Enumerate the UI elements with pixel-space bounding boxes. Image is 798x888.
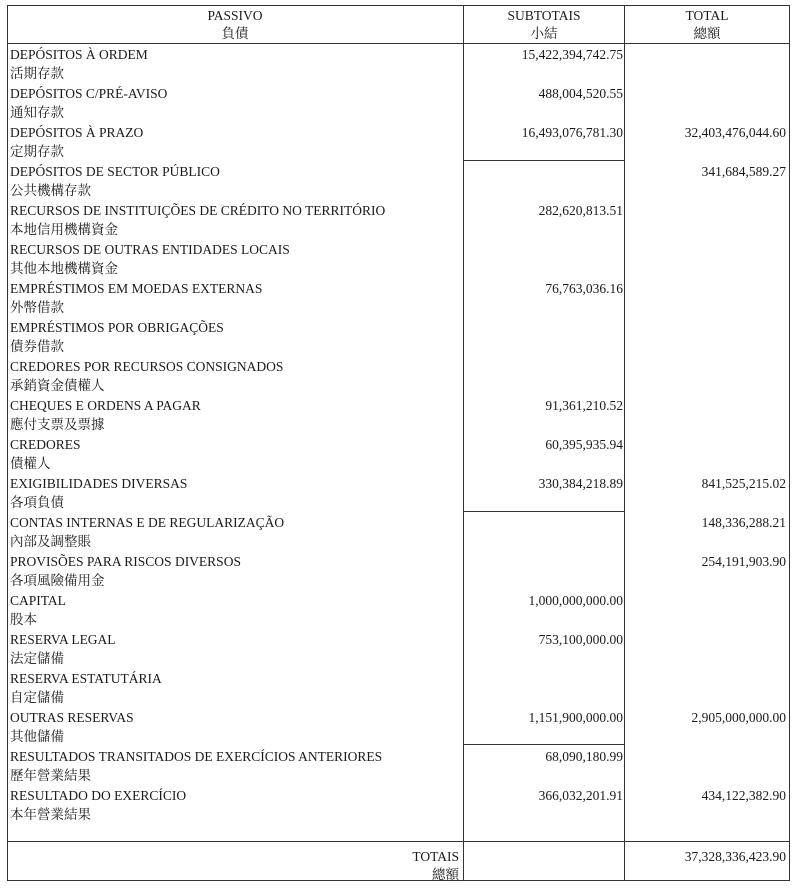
totals-label-pt: TOTAIS: [412, 849, 459, 864]
table-row: [7, 630, 790, 669]
row-total: 341,684,589.27: [701, 164, 786, 179]
table-row: [7, 747, 790, 786]
header-passivo-pt: PASSIVO: [207, 8, 263, 23]
header-total: [625, 7, 789, 43]
row-label-cn: 其他儲備: [10, 729, 64, 744]
row-label-cn: 歷年營業結果: [10, 768, 91, 783]
row-label-pt: CREDORES POR RECURSOS CONSIGNADOS: [10, 359, 284, 374]
row-label-cn: 自定儲備: [10, 690, 64, 705]
row-label-pt: PROVISÕES PARA RISCOS DIVERSOS: [10, 554, 241, 569]
row-label-pt: RECURSOS DE OUTRAS ENTIDADES LOCAIS: [10, 242, 290, 257]
table-row: [7, 513, 790, 552]
table-row: [7, 84, 790, 123]
row-label-cn: 活期存款: [10, 66, 64, 81]
row-subtotal: 488,004,520.55: [538, 86, 623, 101]
row-total: 434,122,382.90: [701, 788, 786, 803]
row-label-cn: 股本: [10, 612, 37, 627]
totals-label-cn: 總額: [432, 867, 459, 882]
row-label-cn: 債券借款: [10, 339, 64, 354]
row-subtotal: 1,151,900,000.00: [528, 710, 623, 725]
row-label-pt: OUTRAS RESERVAS: [10, 710, 134, 725]
row-label-cn: 通知存款: [10, 105, 64, 120]
row-label-pt: RESULTADO DO EXERCÍCIO: [10, 788, 187, 803]
header-passivo-cn: 負債: [221, 26, 249, 41]
header-total-pt: TOTAL: [685, 8, 729, 23]
row-subtotal: 753,100,000.00: [538, 632, 623, 647]
row-label-pt: EMPRÉSTIMOS EM MOEDAS EXTERNAS: [10, 281, 263, 296]
row-subtotal: 330,384,218.89: [538, 476, 623, 491]
row-label-pt: DEPÓSITOS C/PRÉ-AVISO: [10, 86, 168, 101]
row-label-pt: EXIGIBILIDADES DIVERSAS: [10, 476, 188, 491]
row-total: 841,525,215.02: [701, 476, 786, 491]
row-label-pt: DEPÓSITOS DE SECTOR PÚBLICO: [10, 164, 220, 179]
row-total: 32,403,476,044.60: [684, 125, 786, 140]
row-subtotal: 68,090,180.99: [545, 749, 623, 764]
row-label-pt: RESERVA LEGAL: [10, 632, 116, 647]
row-label-pt: EMPRÉSTIMOS POR OBRIGAÇÕES: [10, 320, 224, 335]
row-total: 254,191,903.90: [701, 554, 786, 569]
table-row: [7, 201, 790, 240]
row-label-pt: CAPITAL: [10, 593, 66, 608]
row-subtotal: 366,032,201.91: [538, 788, 623, 803]
row-label-cn: 其他本地機構資金: [10, 261, 118, 276]
table-row: [7, 591, 790, 630]
row-label-pt: DEPÓSITOS À ORDEM: [10, 47, 148, 62]
table-row: [7, 45, 790, 84]
header-subtotais-pt: SUBTOTAIS: [507, 8, 581, 23]
row-label-cn: 本年營業結果: [10, 807, 91, 822]
row-label-cn: 承銷資金債權人: [10, 378, 105, 393]
row-label-cn: 債權人: [10, 456, 51, 471]
row-subtotal: 60,395,935.94: [545, 437, 623, 452]
table-row: [7, 162, 790, 201]
row-subtotal: 91,361,210.52: [545, 398, 623, 413]
row-label-cn: 法定儲備: [10, 651, 64, 666]
table-row: [7, 318, 790, 357]
row-total: 2,905,000,000.00: [691, 710, 786, 725]
table-row: [7, 279, 790, 318]
header-total-cn: 總額: [693, 26, 721, 41]
row-label-pt: CREDORES: [10, 437, 81, 452]
top-border: [7, 5, 790, 6]
table-row: [7, 396, 790, 435]
table-row: [7, 786, 790, 825]
totals-sep: [7, 841, 790, 842]
table-row: [7, 357, 790, 396]
table-row: [7, 552, 790, 591]
header-subtotais-cn: 小結: [530, 26, 558, 41]
row-label-cn: 各項負債: [10, 495, 64, 510]
row-label-cn: 各項風險備用金: [10, 573, 105, 588]
row-subtotal: 15,422,394,742.75: [521, 47, 623, 62]
grand-total: 37,328,336,423.90: [684, 849, 786, 864]
row-label-cn: 應付支票及票據: [10, 417, 105, 432]
row-subtotal: 76,763,036.16: [545, 281, 623, 296]
table-row: [7, 708, 790, 747]
header-divider: [7, 43, 790, 44]
row-subtotal: 282,620,813.51: [538, 203, 623, 218]
row-label-pt: CONTAS INTERNAS E DE REGULARIZAÇÃO: [10, 515, 285, 530]
row-label-cn: 定期存款: [10, 144, 64, 159]
row-subtotal: 16,493,076,781.30: [521, 125, 623, 140]
row-label-cn: 內部及調整賬: [10, 534, 91, 549]
row-label-cn: 公共機構存款: [10, 183, 91, 198]
row-label-pt: RESULTADOS TRANSITADOS DE EXERCÍCIOS ANTERIORES: [10, 749, 383, 764]
table-row: [7, 669, 790, 708]
row-label-cn: 外幣借款: [10, 300, 64, 315]
table-row: [7, 123, 790, 162]
balance-sheet-liabilities: [7, 5, 790, 881]
row-label-pt: RECURSOS DE INSTITUIÇÕES DE CRÉDITO NO TERRITÓRIO: [10, 203, 386, 218]
table-row: [7, 240, 790, 279]
table-row: [7, 435, 790, 474]
row-label-pt: RESERVA ESTATUTÁRIA: [10, 671, 162, 686]
header-subtotais: [464, 7, 624, 43]
row-label-cn: 本地信用機構資金: [10, 222, 118, 237]
row-total: 148,336,288.21: [701, 515, 786, 530]
row-label-pt: CHEQUES E ORDENS A PAGAR: [10, 398, 201, 413]
row-subtotal: 1,000,000,000.00: [528, 593, 623, 608]
header-passivo: [7, 7, 463, 43]
row-label-pt: DEPÓSITOS À PRAZO: [10, 125, 144, 140]
table-row: [7, 474, 790, 513]
